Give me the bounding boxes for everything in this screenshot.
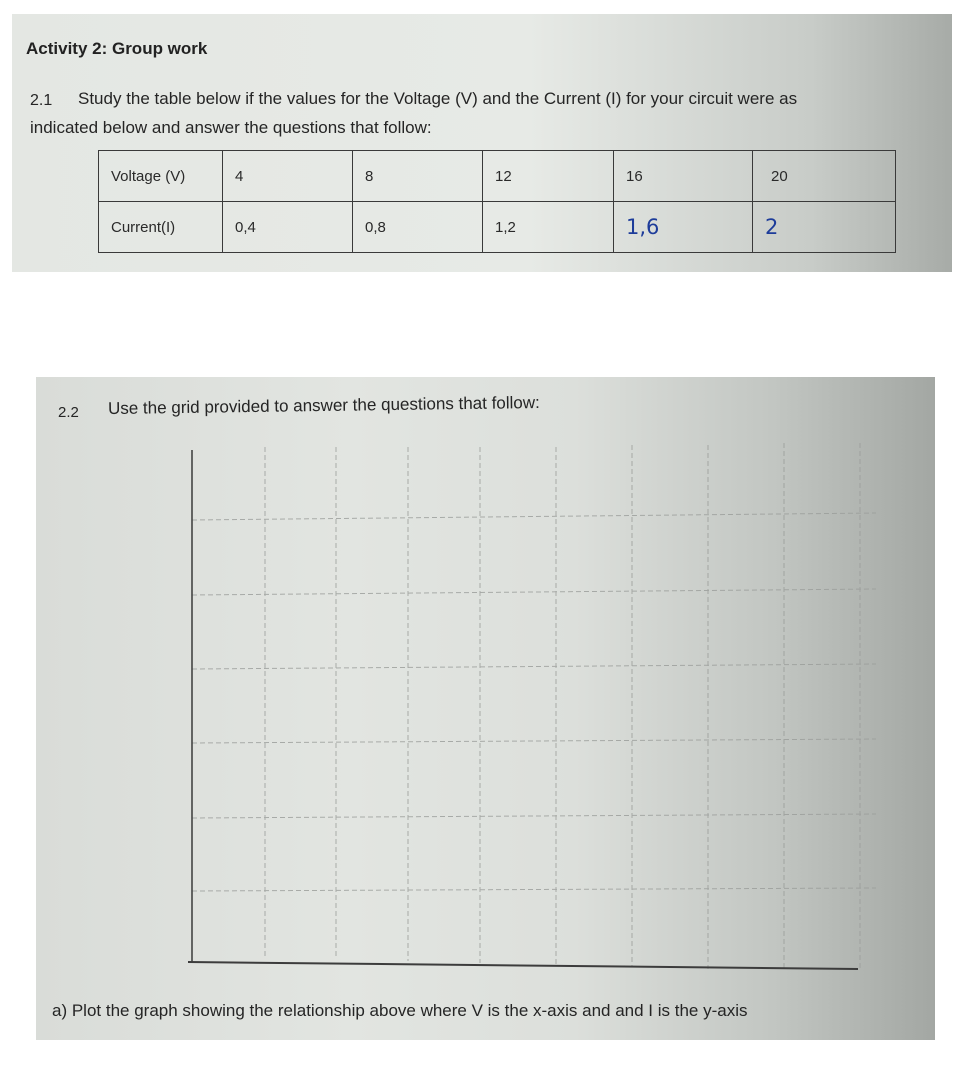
worksheet-section-2-1: [12, 14, 952, 272]
question-2-2-part-a: a) Plot the graph showing the relationship above where V is the x-axis and and I is the y-axis: [52, 1001, 748, 1020]
voltage-current-table: [98, 150, 896, 253]
worksheet-section-2-2: [36, 377, 935, 1040]
question-2-1-line1: Study the table below if the values for the Voltage (V) and the Current (I) for your circuit were as: [78, 89, 798, 108]
current-label: Current(I): [99, 202, 223, 253]
activity-title: Activity 2: Group work: [26, 39, 208, 58]
voltage-cell: 16: [614, 151, 753, 202]
current-cell: 1,2: [483, 202, 614, 253]
current-cell: 0,4: [223, 202, 353, 253]
question-2-2-text: Use the grid provided to answer the questions that follow:: [107, 392, 540, 418]
question-number-2-2: 2.2: [58, 404, 79, 421]
voltage-cell: 8: [353, 151, 483, 202]
current-cell-handwritten: 2: [753, 202, 896, 253]
voltage-row: [99, 151, 896, 202]
grid-lines: [192, 443, 876, 971]
current-cell-handwritten: 1,6: [614, 202, 753, 253]
voltage-cell: 12: [483, 151, 614, 202]
voltage-cell: 20: [753, 151, 896, 202]
voltage-cell: 4: [223, 151, 353, 202]
current-cell: 0,8: [353, 202, 483, 253]
x-axis: [188, 962, 858, 969]
question-2-1-line2: indicated below and answer the questions that follow:: [30, 118, 432, 137]
graph-grid: [36, 377, 935, 1040]
question-number-2-1: 2.1: [30, 92, 53, 109]
voltage-label: Voltage (V): [99, 151, 223, 202]
current-row: [99, 202, 896, 253]
